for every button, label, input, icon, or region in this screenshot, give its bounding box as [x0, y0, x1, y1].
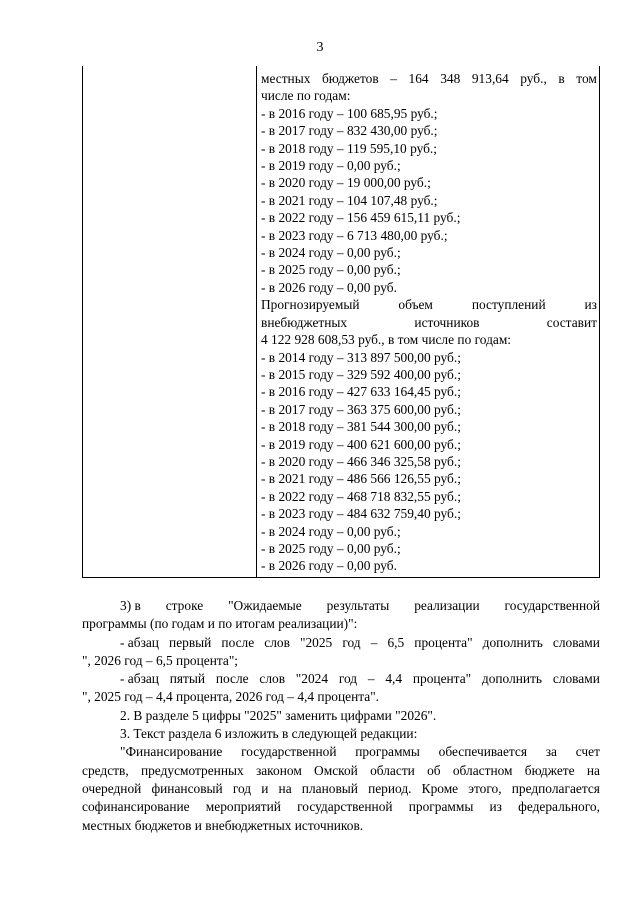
- word: бюджетов: [321, 71, 379, 86]
- word: из: [489, 799, 502, 815]
- word: поступлений: [471, 297, 546, 313]
- word: плановый: [301, 780, 358, 796]
- word: пятый: [169, 671, 206, 687]
- table-cell-right: [261, 70, 597, 575]
- extra-year-line: - в 2018 году – 381 544 300,00 руб.;: [261, 419, 461, 435]
- word: государственной: [241, 744, 337, 760]
- document-body: [82, 597, 600, 835]
- word: процента": [412, 671, 472, 687]
- word: мероприятий: [205, 799, 281, 815]
- local-year-line: - в 2024 году – 0,00 руб.;: [261, 245, 401, 261]
- word: обеспечивается: [438, 744, 528, 760]
- word: год: [338, 671, 358, 687]
- local-year-line: - в 2016 году – 100 685,95 руб.;: [261, 105, 438, 121]
- paragraph-3a-line-1: [82, 634, 600, 652]
- word: предусмотренных: [140, 762, 244, 778]
- word: слов: [259, 671, 286, 687]
- local-budgets-cont: числе по годам:: [261, 88, 351, 104]
- word: софинансирование: [82, 799, 190, 815]
- forecast-line-1: [261, 296, 597, 313]
- extra-year-line: - в 2016 году – 427 633 164,45 руб.;: [261, 384, 461, 400]
- word: первый: [169, 634, 212, 650]
- extra-year-line: - в 2026 году – 0,00 руб.: [261, 558, 397, 574]
- word: законом: [255, 762, 302, 778]
- word: 4,4: [385, 671, 403, 687]
- word: счет: [575, 744, 600, 760]
- word: год: [342, 634, 361, 650]
- word: местных: [261, 71, 311, 86]
- word: - абзац: [120, 671, 159, 687]
- forecast-line-2: [261, 314, 597, 331]
- local-year-line: - в 2021 году – 104 107,48 руб.;: [261, 192, 438, 208]
- word: за: [545, 744, 557, 760]
- quote-line-4: [82, 798, 600, 816]
- word: государственной: [504, 598, 600, 613]
- word: и: [261, 780, 269, 796]
- word: процента": [414, 634, 473, 650]
- local-year-line: - в 2023 году – 6 713 480,00 руб.;: [261, 227, 448, 243]
- local-year-line: - в 2020 году – 19 000,00 руб.;: [261, 175, 431, 191]
- paragraph-3b-line-1: [82, 670, 600, 688]
- word: строке: [165, 598, 204, 613]
- word: объем: [398, 297, 433, 313]
- word: Омской: [314, 762, 358, 778]
- quote-line-1: [82, 743, 600, 761]
- word: "2024: [295, 671, 329, 687]
- word: "Финансирование: [120, 744, 223, 760]
- quote-line-3: [82, 780, 600, 798]
- local-year-line: - в 2025 году – 0,00 руб.;: [261, 262, 401, 278]
- word: бюджете: [524, 762, 575, 778]
- word: Кроме: [421, 780, 459, 796]
- word: источников: [414, 314, 480, 330]
- word: –: [390, 71, 397, 86]
- extra-year-line: - в 2025 году – 0,00 руб.;: [261, 540, 401, 556]
- extra-year-line: - в 2022 году – 468 718 832,55 руб.;: [261, 488, 461, 504]
- word: внебюджетных: [261, 314, 348, 330]
- word: год: [232, 780, 252, 796]
- local-year-line: - в 2017 году – 832 430,00 руб.;: [261, 123, 438, 139]
- extra-year-line: - в 2020 году – 466 346 325,58 руб.;: [261, 453, 461, 469]
- word: результаты: [326, 598, 390, 613]
- local-year-line: - в 2026 году – 0,00 руб.: [261, 279, 397, 295]
- extra-year-line: - в 2014 году – 313 897 500,00 руб.;: [261, 349, 461, 365]
- word: предполагается: [511, 780, 600, 796]
- word: на: [278, 780, 292, 796]
- word: областном: [452, 762, 513, 778]
- extra-year-line: - в 2017 году – 363 375 600,00 руб.;: [261, 401, 461, 417]
- word: слов: [264, 634, 290, 650]
- word: дополнить: [482, 634, 543, 650]
- local-year-line: - в 2019 году – 0,00 руб.;: [261, 158, 401, 174]
- word: федерального,: [518, 799, 600, 815]
- extra-year-line: - в 2023 году – 484 632 759,40 руб.;: [261, 506, 461, 522]
- word: словами: [552, 671, 600, 687]
- word: области: [370, 762, 415, 778]
- local-year-line: - в 2018 году – 119 595,10 руб.;: [261, 140, 437, 156]
- word: составит: [546, 314, 597, 330]
- word: в: [558, 71, 565, 86]
- word: - абзац: [120, 634, 159, 650]
- word: после: [215, 671, 249, 687]
- word: из: [584, 297, 597, 313]
- word: программы: [408, 799, 474, 815]
- page-number: 3: [316, 40, 324, 55]
- paragraph-2: 2. В разделе 5 цифры "2025" заменить цифрами "2026".: [120, 707, 437, 723]
- word: реализации: [414, 598, 480, 613]
- budget-table: [82, 66, 600, 578]
- paragraph-3-line-1: [82, 597, 600, 615]
- word: "2025: [300, 634, 333, 650]
- word: 913,64: [471, 71, 509, 86]
- word: том: [576, 71, 597, 86]
- word: государственной: [297, 799, 393, 815]
- word: период.: [368, 780, 412, 796]
- local-year-line: - в 2022 году – 156 459 615,11 руб.;: [261, 210, 461, 226]
- extra-year-line: - в 2021 году – 486 566 126,55 руб.;: [261, 471, 461, 487]
- local-budgets-line: [261, 70, 597, 87]
- word: очередной: [82, 780, 142, 796]
- quote-line-2: [82, 762, 600, 780]
- word: словами: [552, 634, 600, 650]
- paragraph-3-line-2: программы (по годам и по итогам реализации)":: [82, 616, 358, 632]
- forecast-line-3: 4 122 928 608,53 руб., в том числе по годам:: [261, 332, 512, 348]
- word: –: [367, 671, 375, 687]
- word: 6,5: [387, 634, 405, 650]
- paragraph-3a-line-2: ", 2026 год – 6,5 процента";: [82, 652, 239, 668]
- extra-year-line: - в 2019 году – 400 621 600,00 руб.;: [261, 436, 461, 452]
- word: финансовый: [151, 780, 223, 796]
- word: после: [221, 634, 255, 650]
- extra-year-line: - в 2024 году – 0,00 руб.;: [261, 523, 401, 539]
- word: 164: [408, 71, 429, 86]
- word: Прогнозируемый: [261, 297, 360, 313]
- paragraph-3b-line-2: ", 2025 год – 4,4 процента, 2026 год – 4,4 процента".: [82, 689, 380, 705]
- word: программы: [355, 744, 420, 760]
- word: "Ожидаемые: [228, 598, 302, 613]
- word: на: [586, 762, 600, 778]
- extra-year-line: - в 2015 году – 329 592 400,00 руб.;: [261, 366, 461, 382]
- word: 3) в: [120, 598, 141, 613]
- word: –: [370, 634, 378, 650]
- word: об: [427, 762, 441, 778]
- word: этого,: [468, 780, 502, 796]
- word: дополнить: [481, 671, 543, 687]
- word: руб.,: [520, 71, 547, 86]
- paragraph-3: 3. Текст раздела 6 изложить в следующей редакции:: [120, 726, 418, 742]
- word: 348: [440, 71, 461, 86]
- column-divider: [256, 66, 257, 577]
- quote-line-5: местных бюджетов и внебюджетных источников.: [82, 817, 364, 833]
- word: средств,: [82, 762, 129, 778]
